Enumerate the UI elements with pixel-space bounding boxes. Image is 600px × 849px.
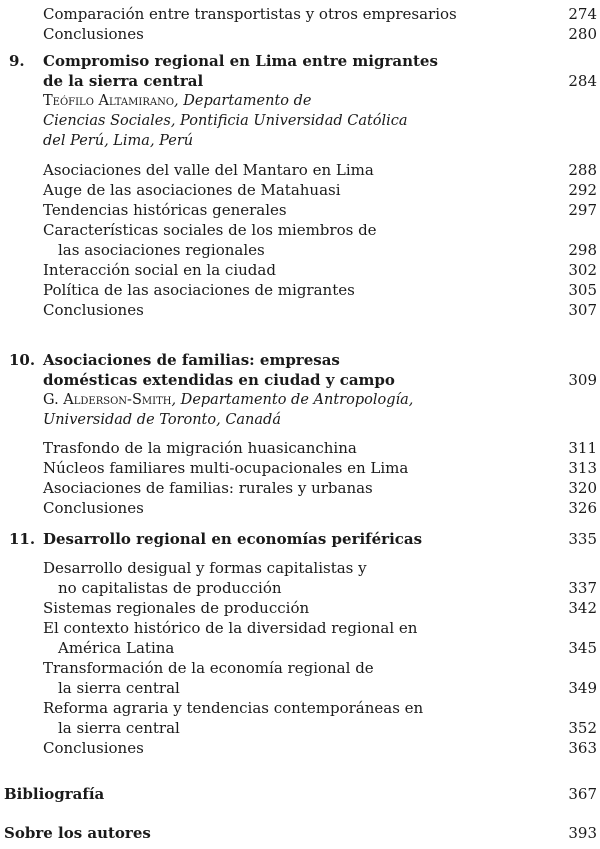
toc-entry (0, 160, 600, 180)
chapter-page: 309 (568, 371, 597, 389)
toc-entry-title: Tendencias históricas generales (43, 201, 287, 219)
toc-entry (0, 438, 600, 458)
toc-entry-title: Asociaciones del valle del Mantaro en Lima (43, 161, 374, 179)
toc-entry-page: 349 (568, 679, 597, 697)
toc-entry-title: Auge de las asociaciones de Matahuasi (43, 181, 341, 199)
back-matter-entry (0, 823, 600, 843)
toc-entry (0, 4, 600, 24)
author-affiliation: del Perú, Lima, Perú (43, 133, 194, 149)
chapter-title: domésticas extendidas en ciudad y campo (43, 371, 395, 389)
back-matter-title: Sobre los autores (4, 824, 151, 842)
toc-entry-page: 302 (568, 261, 597, 279)
author-affiliation: , Departamento de (174, 93, 312, 109)
toc-entry-title: Reforma agraria y tendencias contemporáneas en (43, 699, 424, 717)
toc-entry-title: Núcleos familiares multi-ocupacionales en Lima (43, 459, 409, 477)
toc-entry-page: 307 (568, 301, 597, 319)
chapter-title: Asociaciones de familias: empresas (43, 351, 340, 369)
toc-entry-title: Conclusiones (43, 25, 144, 43)
toc-entry (0, 558, 600, 578)
toc-entry-title: Conclusiones (43, 301, 144, 319)
chapter-heading (0, 529, 600, 549)
author-affiliation: , Departamento de Antropología, (171, 392, 414, 408)
toc-entry (0, 220, 600, 240)
toc-entry-title: América Latina (58, 639, 175, 657)
back-matter-page: 393 (568, 824, 597, 842)
toc-entry-page: 313 (568, 459, 597, 477)
toc-entry-title: la sierra central (58, 679, 180, 697)
toc-entry (0, 738, 600, 758)
toc-entry (0, 200, 600, 220)
toc-entry (0, 300, 600, 320)
toc-entry-page: 337 (568, 579, 597, 597)
toc-entry-page: 311 (568, 439, 597, 457)
toc-entry-page: 345 (568, 639, 597, 657)
back-matter-entry (0, 784, 600, 804)
toc-entry (0, 260, 600, 280)
toc-entry-page: 298 (568, 241, 597, 259)
toc-entry-title: Desarrollo desigual y formas capitalistas y (43, 559, 367, 577)
chapter-author (0, 111, 600, 131)
toc-entry-title: Conclusiones (43, 499, 144, 517)
toc-entry-page: 297 (568, 201, 597, 219)
toc-entry-title: Asociaciones de familias: rurales y urbanas (43, 479, 373, 497)
toc-entry-title: Comparación entre transportistas y otros empresarios (43, 5, 457, 23)
chapter-heading (0, 51, 600, 71)
toc-entry (0, 478, 600, 498)
toc-entry-title: las asociaciones regionales (58, 241, 265, 259)
toc-entry (0, 618, 600, 638)
author-name: Teófilo Altamirano (43, 93, 175, 109)
toc-entry-page: 352 (568, 719, 597, 737)
chapter-number: 10. (9, 351, 36, 369)
toc-entry (0, 24, 600, 44)
back-matter-title: Bibliografía (4, 785, 105, 803)
toc-entry-title: no capitalistas de producción (58, 579, 282, 597)
toc-entry-page: 292 (568, 181, 597, 199)
toc-entry (0, 698, 600, 718)
chapter-author (0, 131, 600, 151)
chapter-author (0, 390, 600, 410)
chapter-heading (0, 350, 600, 370)
chapter-number: 9. (9, 52, 25, 70)
toc-entry-title: Trasfondo de la migración huasicanchina (43, 439, 357, 457)
toc-entry-page: 288 (568, 161, 597, 179)
chapter-number: 11. (9, 530, 36, 548)
toc-entry-page: 320 (568, 479, 597, 497)
toc-entry-title: Política de las asociaciones de migrantes (43, 281, 355, 299)
toc-entry (0, 718, 600, 738)
toc-entry-title: Características sociales de los miembros de (43, 221, 377, 239)
toc-entry-page: 305 (568, 281, 597, 299)
toc-entry (0, 598, 600, 618)
chapter-page: 284 (568, 72, 597, 90)
toc-entry-page: 274 (568, 5, 597, 23)
toc-entry (0, 498, 600, 518)
chapter-heading (0, 71, 600, 91)
chapter-title: de la sierra central (43, 72, 204, 90)
author-affiliation: Universidad de Toronto, Canadá (43, 412, 281, 428)
toc-entry-title: El contexto histórico de la diversidad regional en (43, 619, 418, 637)
toc-entry (0, 240, 600, 260)
author-name: G. Alderson-Smith (43, 392, 172, 408)
toc-entry-page: 363 (568, 739, 597, 757)
toc-entry-title: Transformación de la economía regional de (43, 659, 374, 677)
toc-entry-page: 280 (568, 25, 597, 43)
toc-entry-title: Interacción social en la ciudad (43, 261, 276, 279)
toc-entry (0, 678, 600, 698)
toc-entry-page: 342 (568, 599, 597, 617)
toc-entry (0, 458, 600, 478)
toc-entry (0, 638, 600, 658)
chapter-author (0, 410, 600, 430)
author-affiliation: Ciencias Sociales, Pontificia Universidad Católica (43, 113, 408, 129)
chapter-title: Desarrollo regional en economías periféricas (43, 530, 423, 548)
toc-entry-title: la sierra central (58, 719, 180, 737)
chapter-page: 335 (568, 530, 597, 548)
toc-entry-title: Conclusiones (43, 739, 144, 757)
chapter-title: Compromiso regional en Lima entre migrantes (43, 52, 438, 70)
toc-entry (0, 180, 600, 200)
toc-entry (0, 658, 600, 678)
toc-entry (0, 280, 600, 300)
toc-entry (0, 578, 600, 598)
chapter-heading (0, 370, 600, 390)
toc-entry-title: Sistemas regionales de producción (43, 599, 310, 617)
chapter-author (0, 91, 600, 111)
toc-entry-page: 326 (568, 499, 597, 517)
back-matter-page: 367 (568, 785, 597, 803)
